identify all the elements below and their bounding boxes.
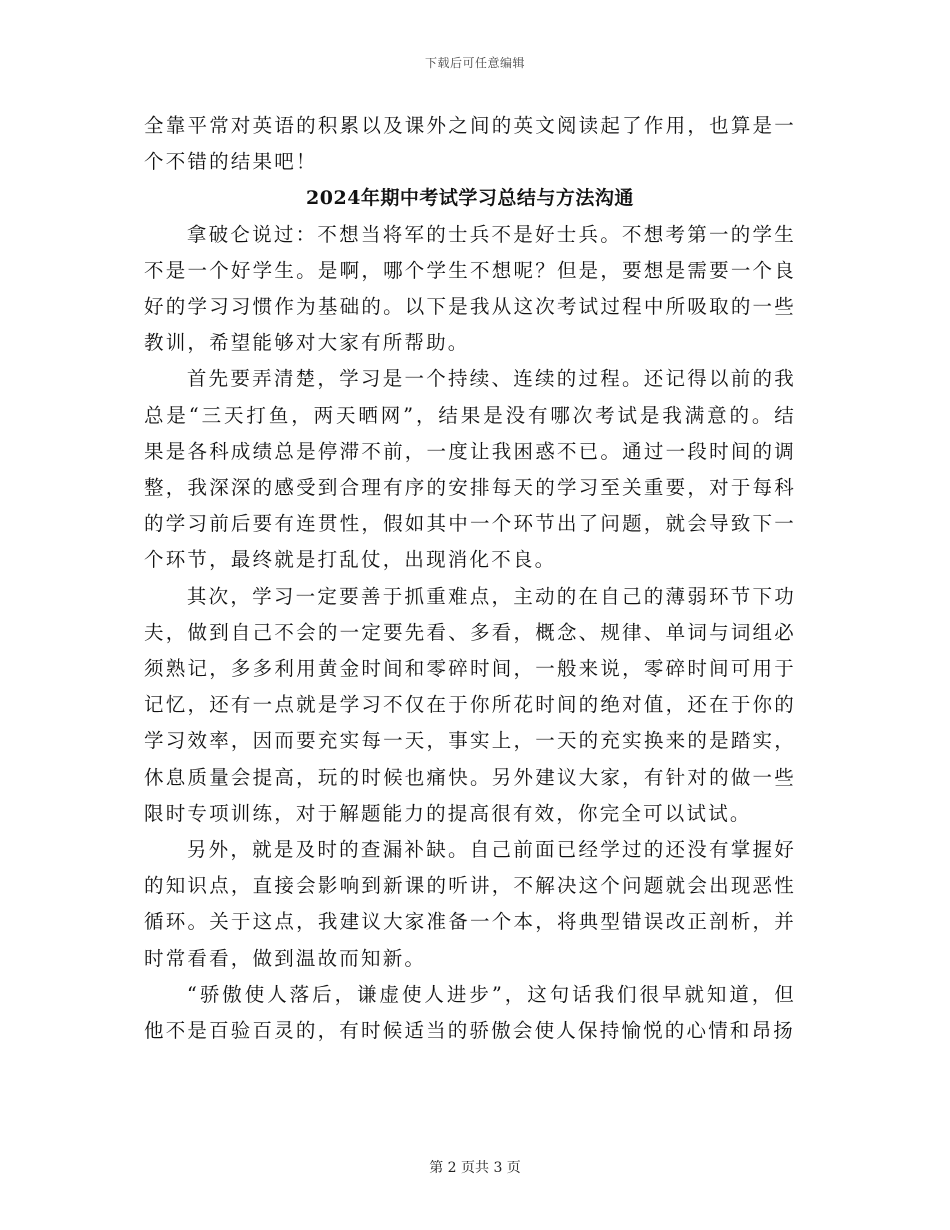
- paragraph-1: 拿破仑说过：不想当将军的士兵不是好士兵。不想考第一的学生不是一个好学生。是啊，哪个学生不想呢？但是，要想是需要一个良好的学习习惯作为基础的。以下是我从这次考试过程中所吸取的一些教训，希望能够对大家有所帮助。: [144, 222, 796, 355]
- paragraph-3: 其次，学习一定要善于抓重难点，主动的在自己的薄弱环节下功夫，做到自己不会的一定要先看、多看，概念、规律、单词与词组必须熟记，多多利用黄金时间和零碎时间，一般来说，零碎时间可用于记忆，还有一点就是学习不仅在于你所花时间的绝对值，还在于你的学习效率，因而要充实每一天，事实上，一天的充实换来的是踏实，休息质量会提高，玩的时候也痛快。另外建议大家，有针对的做一些限时专项训练，对于解题能力的提高很有效，你完全可以试试。: [144, 584, 796, 825]
- page-footer: 第 2 页共 3 页: [429, 1160, 521, 1176]
- document-title: 2024年期中考试学习总结与方法沟通: [306, 187, 634, 210]
- paragraph-5: “骄傲使人落后，谦虚使人进步”，这句话我们很早就知道，但他不是百验百灵的，有时候适当的骄傲会使人保持愉悦的心情和昂扬: [144, 982, 796, 1043]
- page-header: 下载后可任意编辑: [424, 56, 525, 70]
- paragraph-4: 另外，就是及时的查漏补缺。自己前面已经学过的还没有掌握好的知识点，直接会影响到新课的听讲，不解决这个问题就会出现恶性循环。关于这点，我建议大家准备一个本，将典型错误改正剖析，并时常看看，做到温故而知新。: [144, 838, 796, 970]
- intro-continuation: 全靠平常对英语的积累以及课外之间的英文阅读起了作用，也算是一个不错的结果吧！: [144, 114, 796, 174]
- document-body: [144, 108, 796, 1049]
- paragraph-2: 首先要弄清楚，学习是一个持续、连续的过程。还记得以前的我总是“三天打鱼，两天晒网”，结果是没有哪次考试是我满意的。结果是各科成绩总是停滞不前，一度让我困惑不已。通过一段时间的调整，我深深的感受到合理有序的安排每天的学习至关重要，对于每科的学习前后要有连贯性，假如其中一个环节出了问题，就会导致下一个环节，最终就是打乱仗，出现消化不良。: [144, 367, 796, 572]
